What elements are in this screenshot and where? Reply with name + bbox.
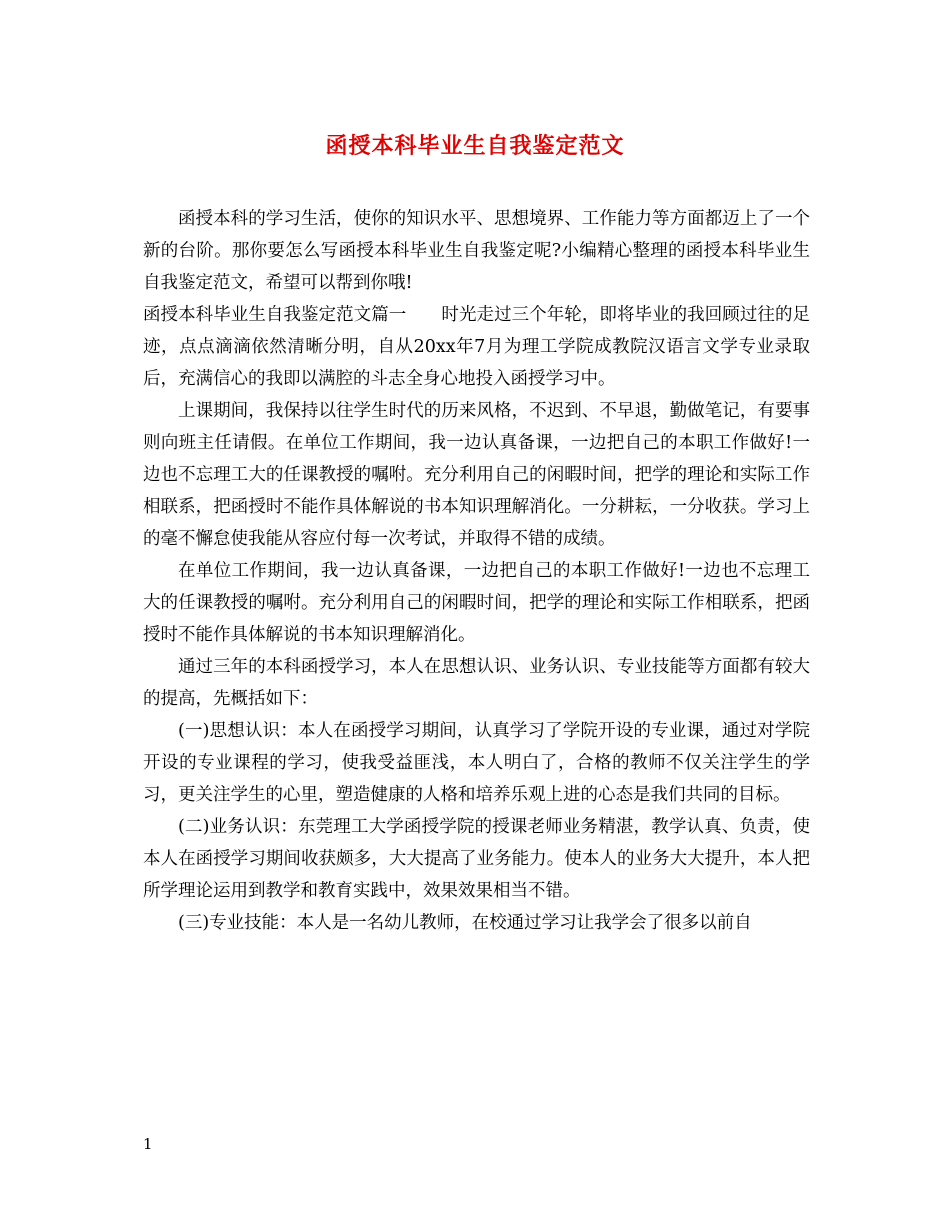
document-body <box>143 203 810 939</box>
paragraph-work-period: 在单位工作期间，我一边认真备课，一边把自己的本职工作做好!一边也不忘理工大的任课教授的嘱咐。充分利用自己的闲暇时间，把学的理论和实际工作相联系，把函授时不能作具体解说的书本知识理解消化。 <box>143 561 810 645</box>
paragraph-intro: 函授本科的学习生活，使你的知识水平、思想境界、工作能力等方面都迈上了一个新的台阶。那你要怎么写函授本科毕业生自我鉴定呢?小编精心整理的函授本科毕业生自我鉴定范文，希望可以帮到你哦! <box>143 209 810 293</box>
page-number: 1 <box>143 1135 153 1153</box>
paragraph-business: (二)业务认识：东莞理工大学函授学院的授课老师业务精湛，教学认真、负责，使本人在函授学习期间收获颇多，大大提高了业务能力。使本人的业务大大提升，本人把所学理论运用到教学和教育实践中，效果效果相当不错。 <box>143 817 810 901</box>
page-title: 函授本科毕业生自我鉴定范文 <box>325 133 625 159</box>
paragraph-class-period: 上课期间，我保持以往学生时代的历来风格，不迟到、不早退，勤做笔记，有要事则向班主任请假。在单位工作期间，我一边认真备课，一边把自己的本职工作做好!一边也不忘理工大的任课教授的嘱咐。充分利用自己的闲暇时间，把学的理论和实际工作相联系，把函授时不能作具体解说的书本知识理解消化。一分耕耘，一分收获。学习上的毫不懈怠使我能从容应付每一次考试，并取得不错的成绩。 <box>143 401 810 549</box>
paragraph-summary: 通过三年的本科函授学习，本人在思想认识、业务认识、专业技能等方面都有较大的提高，先概括如下： <box>143 657 810 709</box>
paragraph-thought: (一)思想认识：本人在函授学习期间，认真学习了学院开设的专业课，通过对学院开设的专业课程的学习，使我受益匪浅，本人明白了，合格的教师不仅关注学生的学习，更关注学生的心里，塑造健康的人格和培养乐观上进的心态是我们共同的目标。 <box>143 721 810 805</box>
paragraph-skills: (三)专业技能：本人是一名幼儿教师，在校通过学习让我学会了很多以前自 <box>178 913 752 933</box>
paragraph-section-one: 函授本科毕业生自我鉴定范文篇一 时光走过三个年轮，即将毕业的我回顾过往的足迹，点点滴滴依然清晰分明，自从20xx年7月为理工学院成教院汉语言文学专业录取后，充满信心的我即以满腔的斗志全身心地投入函授学习中。 <box>143 305 810 389</box>
